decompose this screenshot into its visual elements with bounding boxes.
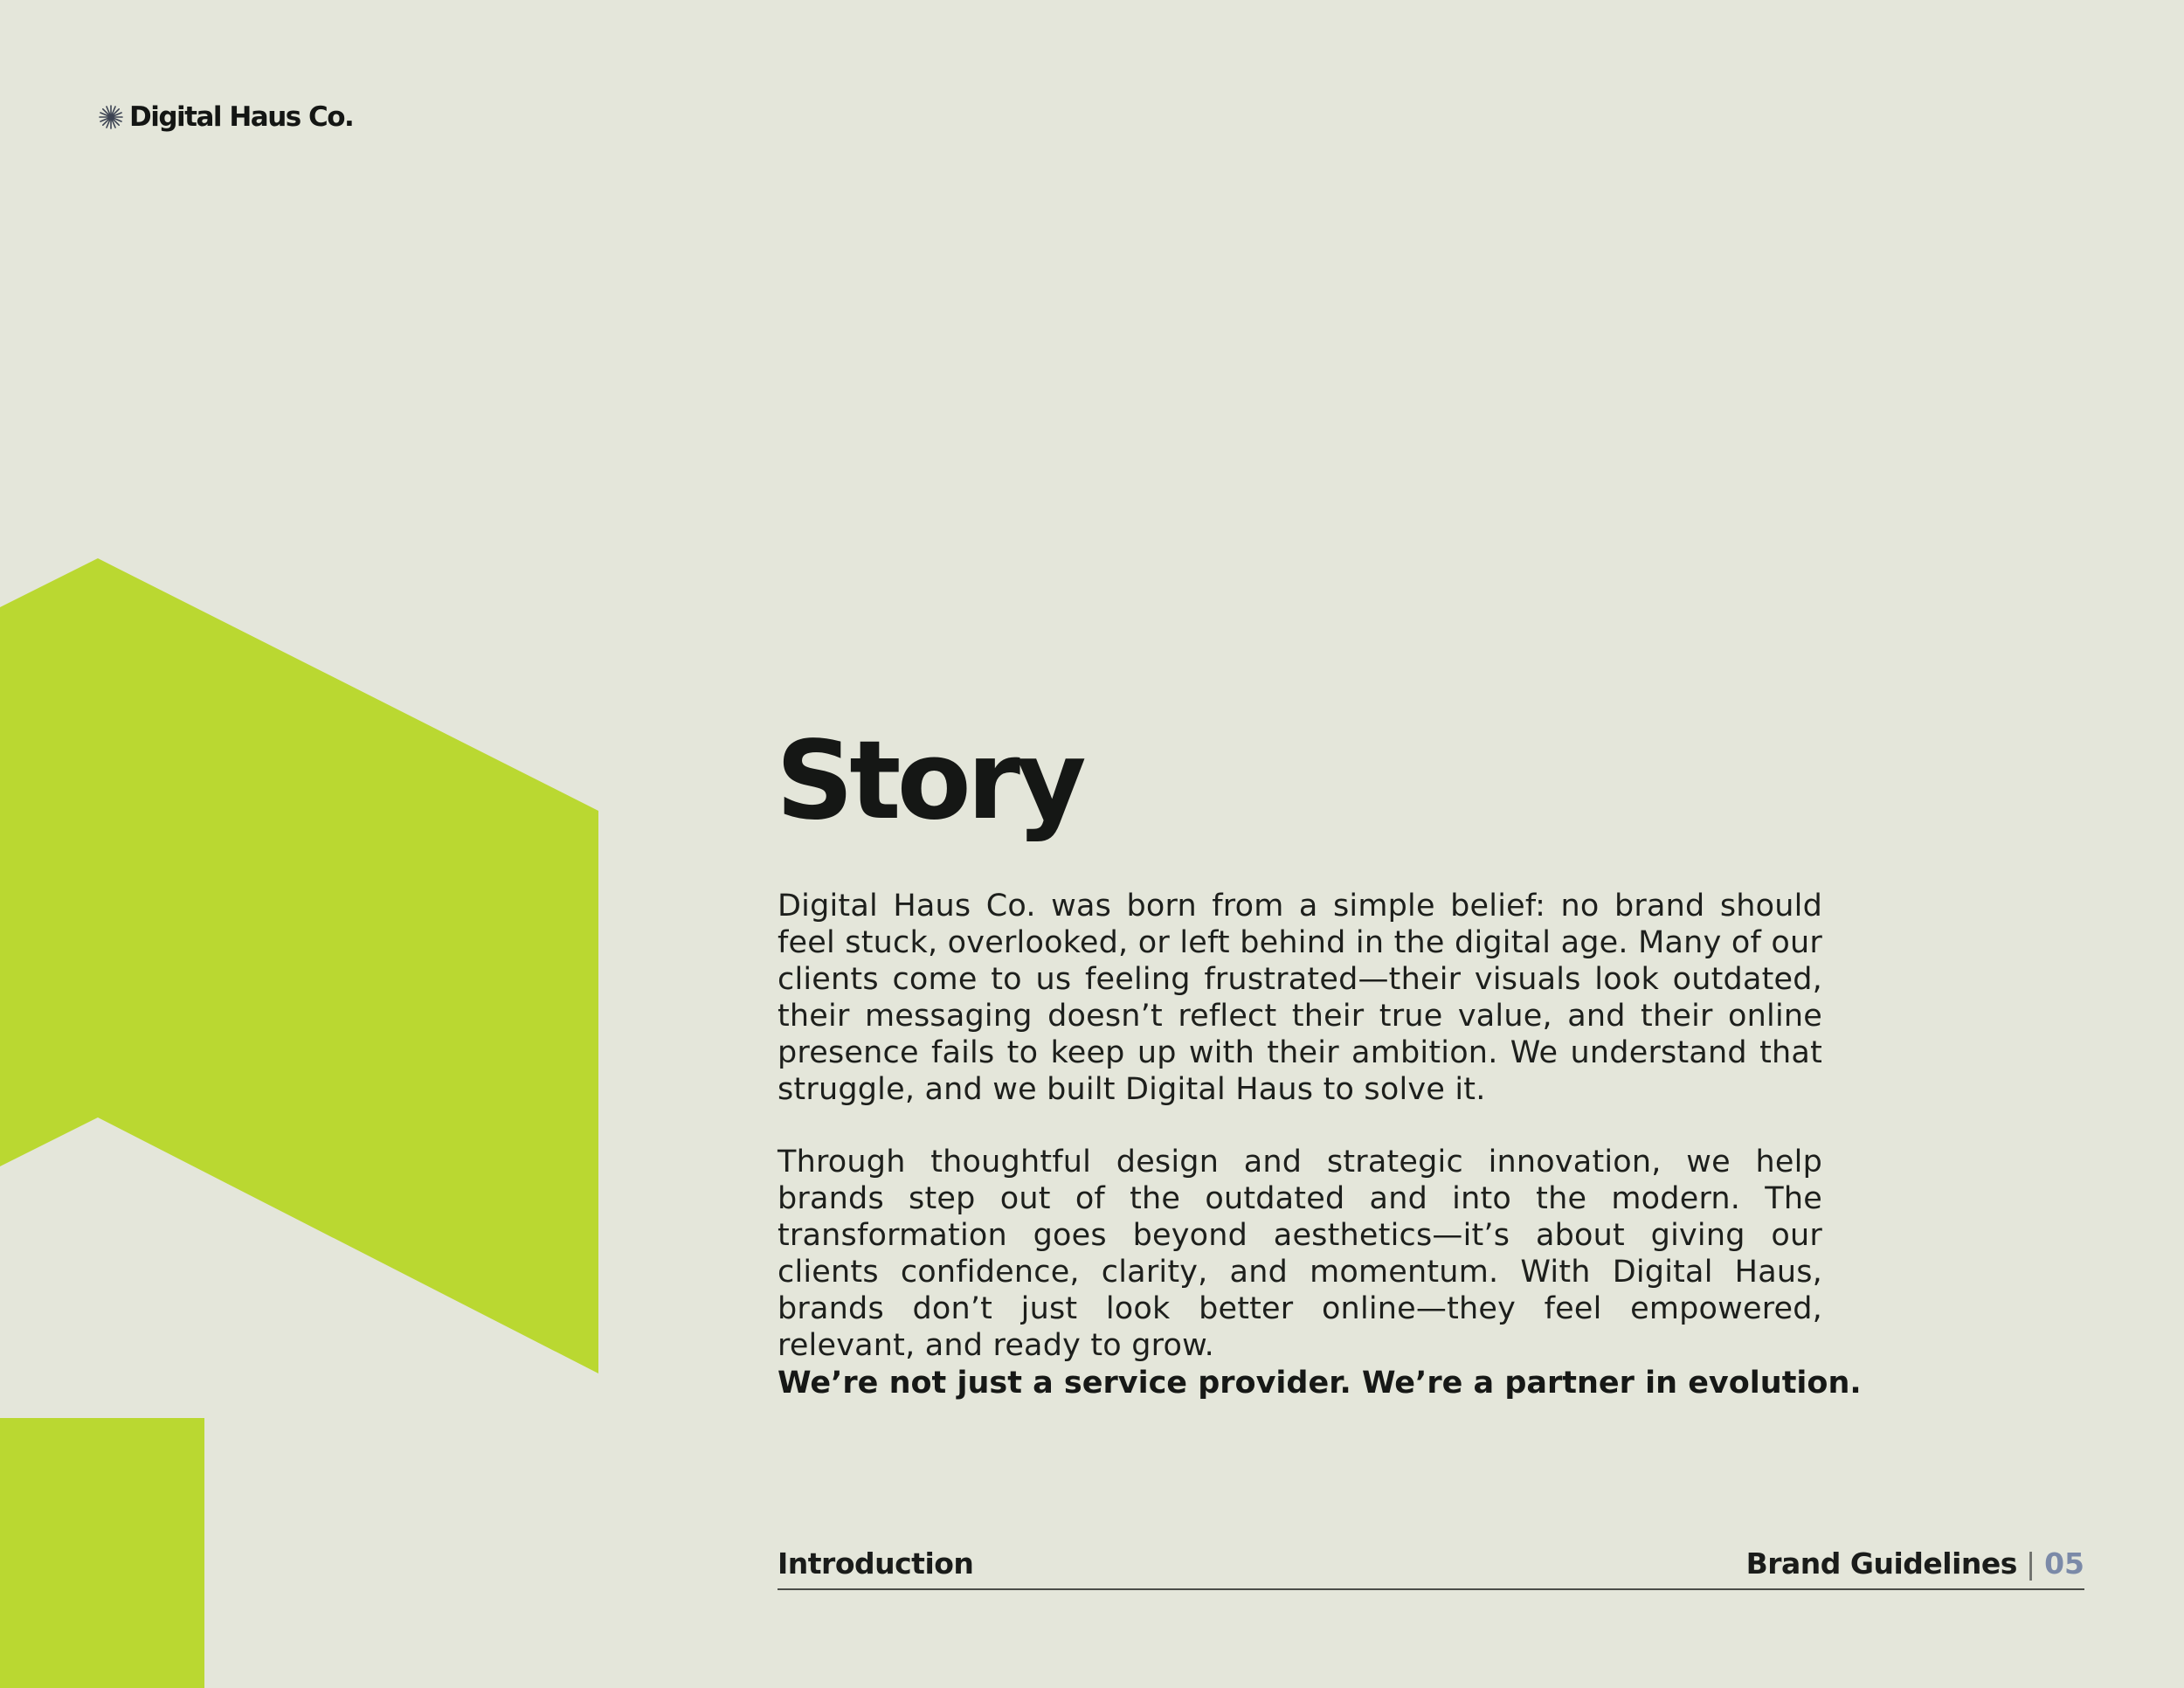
tagline: We’re not just a service provider. We’re a partner in evolution.	[778, 1366, 1862, 1401]
starburst-icon	[98, 104, 124, 130]
page-footer	[778, 1543, 2084, 1590]
green-chevron-shape	[0, 558, 598, 1373]
footer-separator: |	[2025, 1546, 2036, 1581]
green-corner-block	[0, 1418, 204, 1688]
footer-document-info	[1746, 1546, 2084, 1581]
page-title: Story	[776, 718, 1082, 844]
brand-logo	[98, 100, 353, 135]
story-paragraph-2: Through thoughtful design and strategic innovation, we help brands step out of the outdated and into the modern. The transformation goes beyond aesthetics—it’s about giving our clients confidence, clarity, and momentum. With Digital Haus, brands don’t just look better online—they feel empowered, relevant, and ready to grow.	[778, 1145, 1822, 1363]
page-number: 05	[2044, 1546, 2084, 1581]
logo-text: Digital Haus Co.	[129, 101, 354, 133]
story-paragraph-1: Digital Haus Co. was born from a simple belief: no brand should feel stuck, overlooked, or left behind in the digital age. Many of our clients come to us feeling frustrated—their visuals look outdated, their messaging doesn’t reflect their true value, and their online presence fails to keep up with their ambition. We understand that struggle, and we built Digital Haus to solve it.	[778, 889, 1822, 1107]
footer-chapter: Introduction	[778, 1546, 974, 1581]
footer-document-title: Brand Guidelines	[1745, 1546, 2017, 1581]
